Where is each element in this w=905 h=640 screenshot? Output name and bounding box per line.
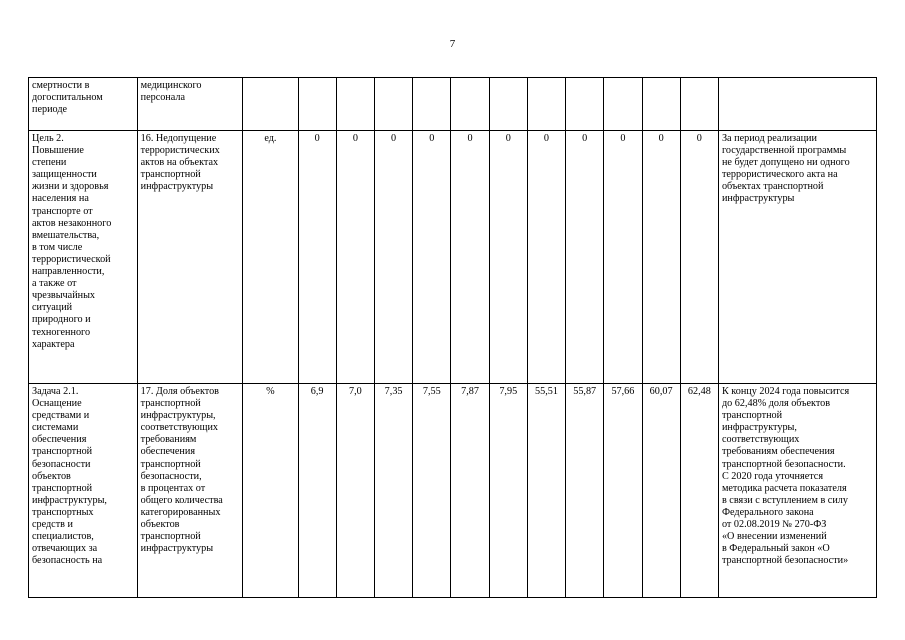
indicators-table [28,77,877,598]
value-cell: 7,95 [489,384,527,598]
table-row [29,78,877,131]
value-cell [527,78,565,131]
value-cell [336,78,374,131]
unit-cell: % [243,384,298,598]
value-cell: 0 [336,131,374,384]
value-cell: 0 [527,131,565,384]
indicator-cell: медицинского персонала [137,78,243,131]
value-cell: 0 [413,131,451,384]
indicator-cell: 17. Доля объектов транспортной инфраструктуры, соответствующих требованиям обеспечения транспортной безопасности, в процентах от общего количества категорированных объектов транспортной инфраструктуры [137,384,243,598]
value-cell [413,78,451,131]
table-row [29,384,877,598]
value-cell: 55,87 [566,384,604,598]
value-cell [489,78,527,131]
value-cell: 7,35 [374,384,412,598]
goal-cell: Цель 2. Повышение степени защищенности жизни и здоровья населения на транспорте от актов незаконного вмешательства, в том числе террористической направленности, а также от чрезвычайных ситуаций природного и техногенного характера [29,131,138,384]
goal-cell: смертности в догоспитальном периоде [29,78,138,131]
note-cell [718,78,876,131]
value-cell: 0 [566,131,604,384]
note-cell: К концу 2024 года повысится до 62,48% доля объектов транспортной инфраструктуры, соответствующих требованиям обеспечения транспортной безопасности. С 2020 года уточняется методика расчета показателя в связи с вступлением в силу Федерального закона от 02.08.2019 № 270-ФЗ «О внесении изменений в Федеральный закон «О транспортной безопасности» [718,384,876,598]
value-cell: 7,55 [413,384,451,598]
value-cell: 6,9 [298,384,336,598]
value-cell: 57,66 [604,384,642,598]
value-cell: 7,0 [336,384,374,598]
value-cell: 0 [489,131,527,384]
table-row [29,131,877,384]
value-cell: 60,07 [642,384,680,598]
value-cell: 55,51 [527,384,565,598]
value-cell [298,78,336,131]
value-cell [451,78,489,131]
value-cell [566,78,604,131]
value-cell [604,78,642,131]
value-cell [680,78,718,131]
unit-cell: ед. [243,131,298,384]
value-cell: 0 [642,131,680,384]
goal-cell: Задача 2.1. Оснащение средствами и системами обеспечения транспортной безопасности объектов транспортной инфраструктуры, транспортных средств и специалистов, отвечающих за безопасность на [29,384,138,598]
page-number: 7 [449,38,456,50]
value-cell: 0 [298,131,336,384]
value-cell [374,78,412,131]
value-cell: 0 [451,131,489,384]
value-cell: 7,87 [451,384,489,598]
value-cell: 0 [374,131,412,384]
unit-cell [243,78,298,131]
value-cell [642,78,680,131]
note-cell: За период реализации государственной программы не будет допущено ни одного террористического акта на объектах транспортной инфраструктуры [718,131,876,384]
value-cell: 62,48 [680,384,718,598]
value-cell: 0 [680,131,718,384]
value-cell: 0 [604,131,642,384]
indicator-cell: 16. Недопущение террористических актов на объектах транспортной инфраструктуры [137,131,243,384]
